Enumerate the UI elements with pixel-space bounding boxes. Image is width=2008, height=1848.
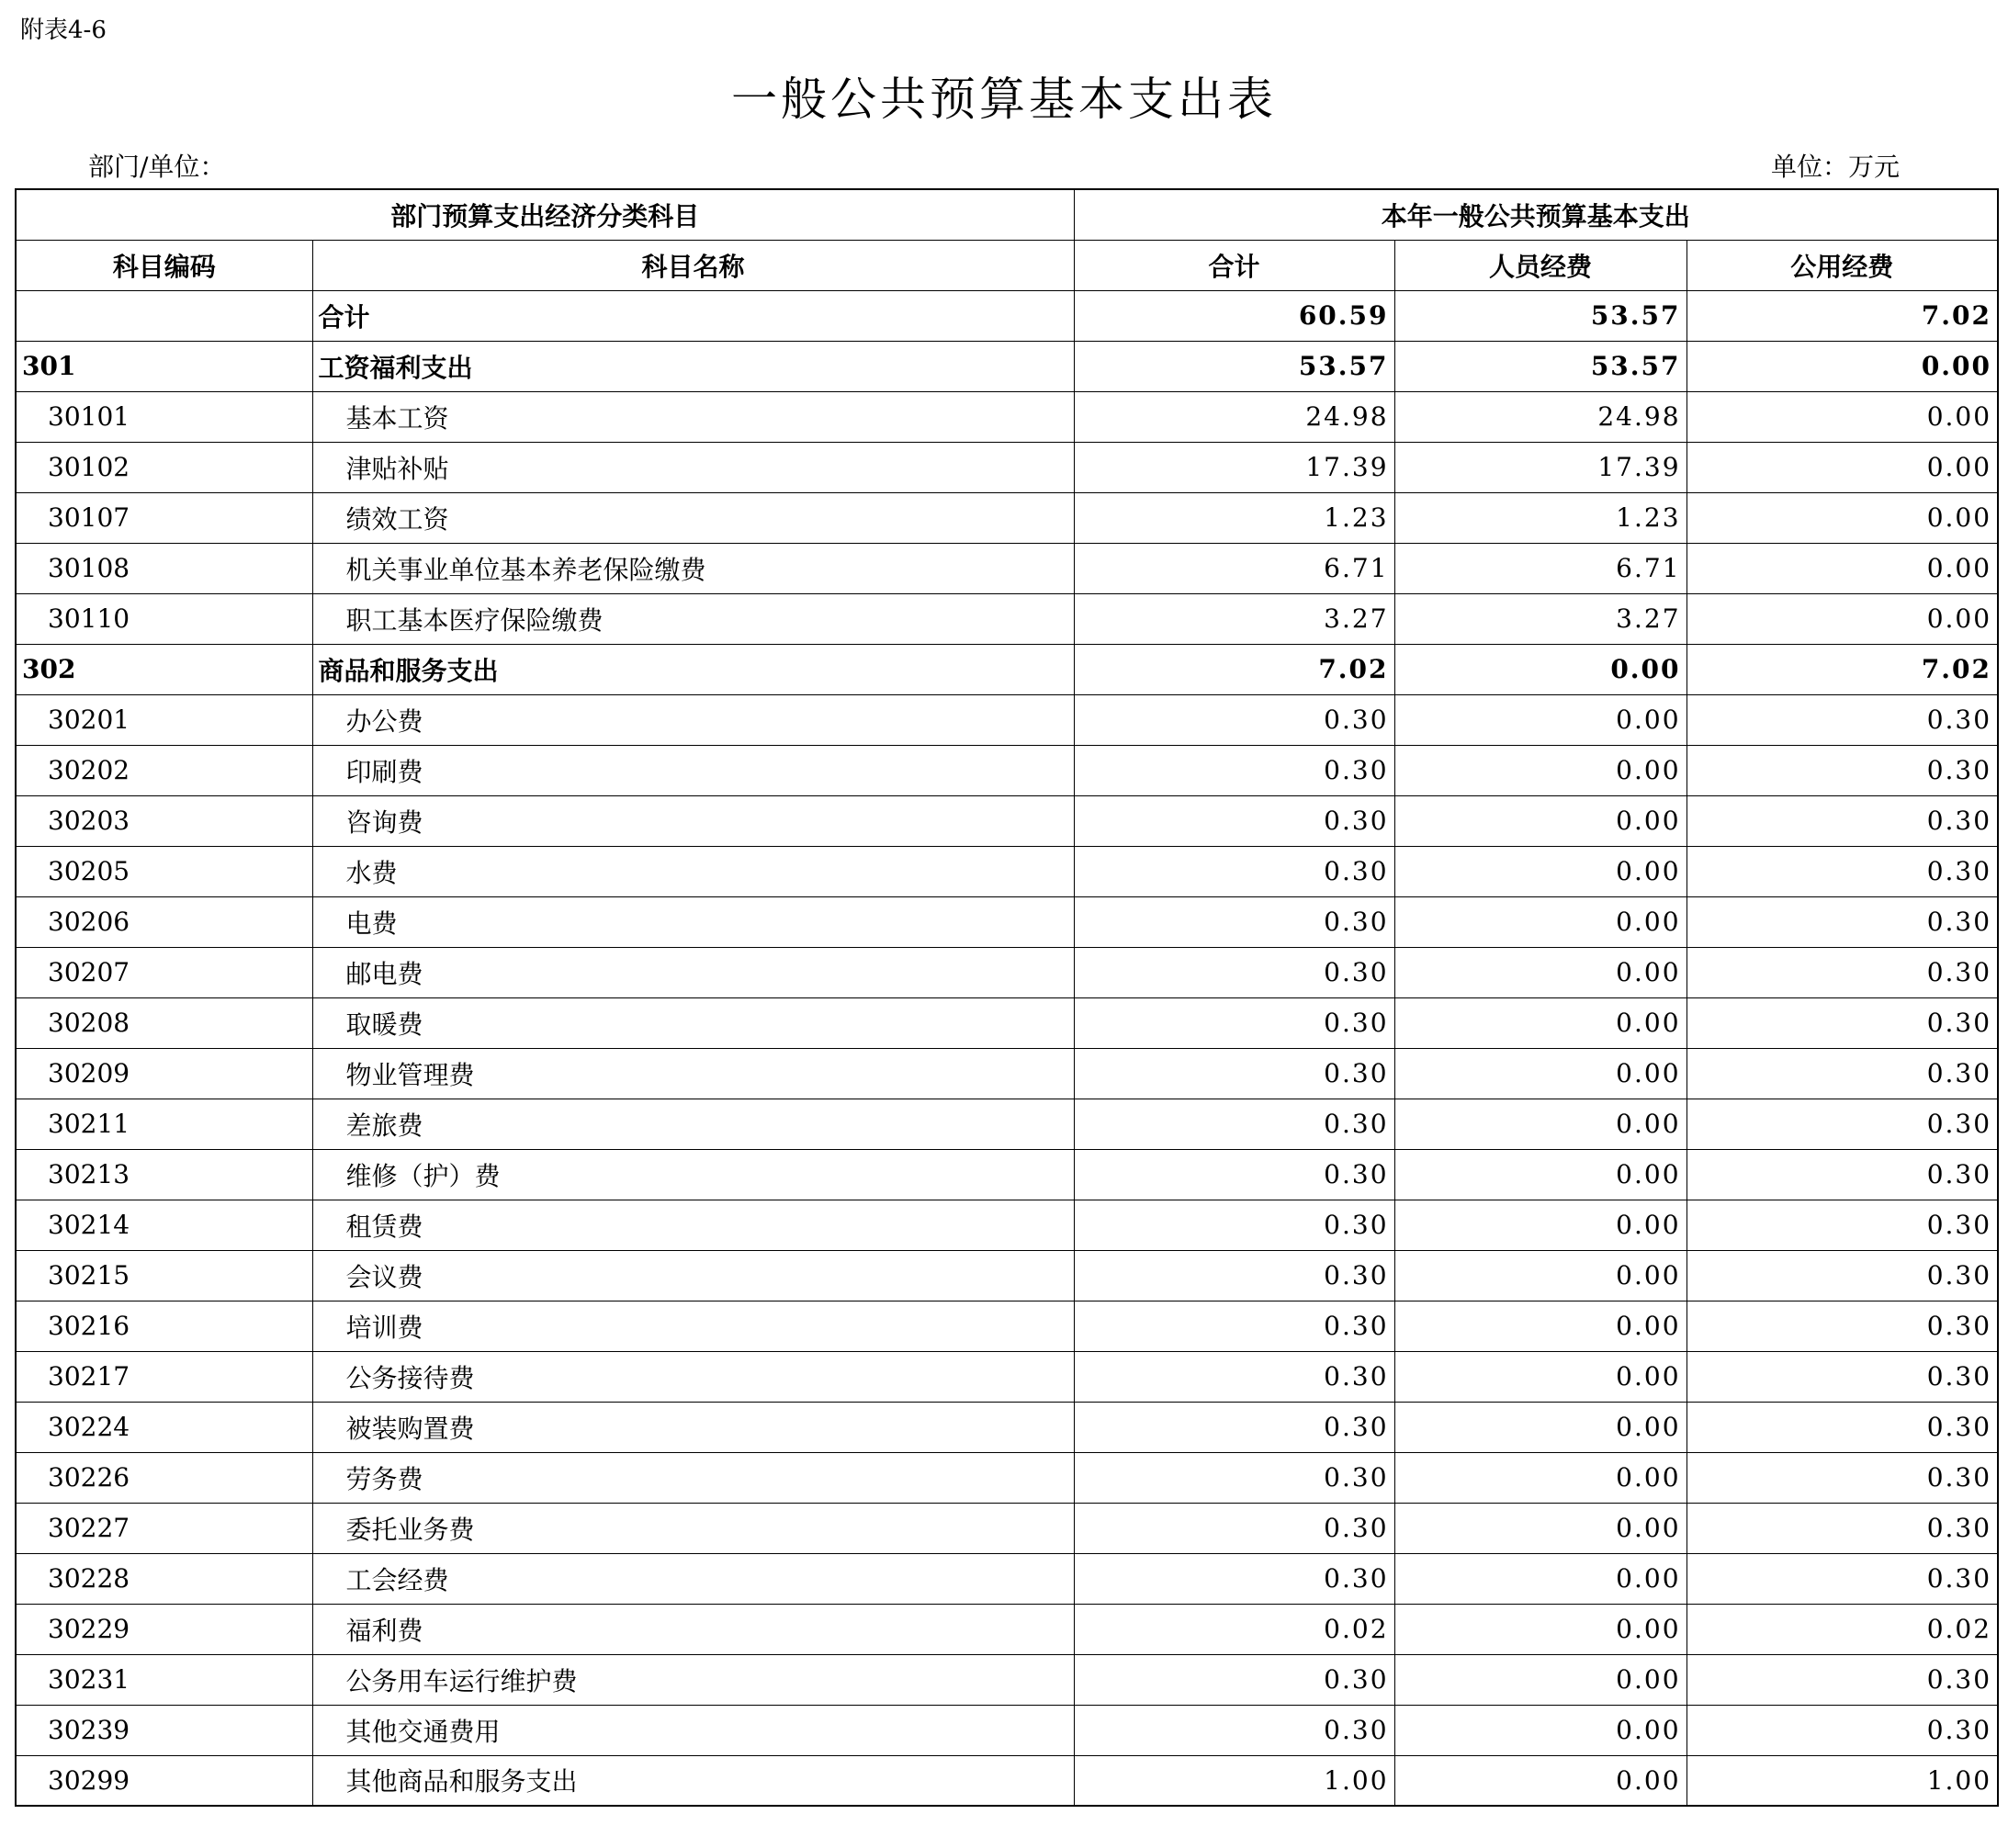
row-personnel: 0.00	[1394, 1755, 1686, 1806]
table-row	[16, 1553, 1998, 1604]
row-public: 0.00	[1686, 593, 1998, 644]
row-public: 0.30	[1686, 846, 1998, 896]
row-code: 30101	[16, 391, 312, 442]
row-public: 0.00	[1686, 391, 1998, 442]
row-code: 30108	[16, 543, 312, 593]
row-total: 0.30	[1074, 1503, 1394, 1553]
row-personnel: 0.00	[1394, 1149, 1686, 1200]
table-row	[16, 1099, 1998, 1149]
table-row	[16, 1705, 1998, 1755]
row-name: 邮电费	[312, 947, 1074, 997]
row-total: 0.30	[1074, 745, 1394, 795]
row-public: 0.30	[1686, 947, 1998, 997]
table-row	[16, 896, 1998, 947]
row-personnel: 0.00	[1394, 1503, 1686, 1553]
row-personnel: 0.00	[1394, 846, 1686, 896]
total-code	[16, 290, 312, 341]
header-group-economic-category: 部门预算支出经济分类科目	[16, 189, 1074, 240]
row-total: 0.30	[1074, 1553, 1394, 1604]
row-total: 0.30	[1074, 795, 1394, 846]
row-public: 0.30	[1686, 1250, 1998, 1301]
row-personnel: 0.00	[1394, 947, 1686, 997]
row-public: 0.30	[1686, 997, 1998, 1048]
header-column-row	[16, 240, 1998, 290]
table-row	[16, 1149, 1998, 1200]
row-code: 30224	[16, 1402, 312, 1452]
table-row	[16, 543, 1998, 593]
row-public: 0.30	[1686, 1149, 1998, 1200]
row-total: 53.57	[1074, 341, 1394, 391]
table-row	[16, 442, 1998, 492]
row-name: 基本工资	[312, 391, 1074, 442]
row-public: 0.30	[1686, 1553, 1998, 1604]
row-name: 津贴补贴	[312, 442, 1074, 492]
row-name: 委托业务费	[312, 1503, 1074, 1553]
row-name: 维修（护）费	[312, 1149, 1074, 1200]
header-group-basic-expenditure: 本年一般公共预算基本支出	[1074, 189, 1998, 240]
table-row	[16, 1452, 1998, 1503]
row-name: 福利费	[312, 1604, 1074, 1654]
row-name: 取暖费	[312, 997, 1074, 1048]
row-code: 30102	[16, 442, 312, 492]
row-personnel: 0.00	[1394, 1654, 1686, 1705]
row-personnel: 3.27	[1394, 593, 1686, 644]
row-code: 30215	[16, 1250, 312, 1301]
row-code: 30228	[16, 1553, 312, 1604]
row-personnel: 0.00	[1394, 1705, 1686, 1755]
row-name: 被装购置费	[312, 1402, 1074, 1452]
row-name: 咨询费	[312, 795, 1074, 846]
row-public: 7.02	[1686, 644, 1998, 694]
row-total: 0.30	[1074, 1705, 1394, 1755]
row-name: 工资福利支出	[312, 341, 1074, 391]
row-name: 商品和服务支出	[312, 644, 1074, 694]
row-total: 3.27	[1074, 593, 1394, 644]
row-code: 30231	[16, 1654, 312, 1705]
table-row	[16, 846, 1998, 896]
row-name: 电费	[312, 896, 1074, 947]
header-code: 科目编码	[16, 240, 312, 290]
row-total: 0.30	[1074, 1099, 1394, 1149]
total-public: 7.02	[1686, 290, 1998, 341]
row-code: 30216	[16, 1301, 312, 1351]
table-row	[16, 1755, 1998, 1806]
row-name: 租赁费	[312, 1200, 1074, 1250]
row-name: 物业管理费	[312, 1048, 1074, 1099]
table-row	[16, 593, 1998, 644]
row-code: 30202	[16, 745, 312, 795]
row-code: 30110	[16, 593, 312, 644]
row-personnel: 0.00	[1394, 1402, 1686, 1452]
row-total: 1.23	[1074, 492, 1394, 543]
row-code: 30226	[16, 1452, 312, 1503]
row-total: 0.30	[1074, 896, 1394, 947]
row-total: 24.98	[1074, 391, 1394, 442]
row-code: 302	[16, 644, 312, 694]
row-code: 30227	[16, 1503, 312, 1553]
row-name: 公务用车运行维护费	[312, 1654, 1074, 1705]
row-total: 0.30	[1074, 694, 1394, 745]
row-code: 301	[16, 341, 312, 391]
table-row	[16, 694, 1998, 745]
table-row	[16, 1654, 1998, 1705]
row-public: 0.00	[1686, 492, 1998, 543]
total-amount: 60.59	[1074, 290, 1394, 341]
row-personnel: 0.00	[1394, 745, 1686, 795]
row-name: 其他交通费用	[312, 1705, 1074, 1755]
total-personnel: 53.57	[1394, 290, 1686, 341]
row-total: 0.30	[1074, 1149, 1394, 1200]
row-code: 30217	[16, 1351, 312, 1402]
header-total: 合计	[1074, 240, 1394, 290]
row-code: 30206	[16, 896, 312, 947]
table-row	[16, 391, 1998, 442]
table-row	[16, 644, 1998, 694]
row-personnel: 6.71	[1394, 543, 1686, 593]
table-row	[16, 947, 1998, 997]
row-name: 培训费	[312, 1301, 1074, 1351]
row-personnel: 24.98	[1394, 391, 1686, 442]
table-row	[16, 1351, 1998, 1402]
row-name: 其他商品和服务支出	[312, 1755, 1074, 1806]
row-name: 办公费	[312, 694, 1074, 745]
row-code: 30299	[16, 1755, 312, 1806]
table-row	[16, 1604, 1998, 1654]
row-total: 0.30	[1074, 1351, 1394, 1402]
row-code: 30207	[16, 947, 312, 997]
row-public: 0.02	[1686, 1604, 1998, 1654]
row-personnel: 0.00	[1394, 1048, 1686, 1099]
row-code: 30107	[16, 492, 312, 543]
row-public: 0.30	[1686, 1099, 1998, 1149]
table-row	[16, 745, 1998, 795]
row-personnel: 0.00	[1394, 997, 1686, 1048]
row-personnel: 1.23	[1394, 492, 1686, 543]
table-row	[16, 1048, 1998, 1099]
header-public: 公用经费	[1686, 240, 1998, 290]
row-personnel: 0.00	[1394, 1200, 1686, 1250]
row-personnel: 0.00	[1394, 1099, 1686, 1149]
row-personnel: 0.00	[1394, 1604, 1686, 1654]
row-total: 0.30	[1074, 1048, 1394, 1099]
row-name: 劳务费	[312, 1452, 1074, 1503]
table-row	[16, 1250, 1998, 1301]
row-personnel: 0.00	[1394, 1452, 1686, 1503]
header-group-row	[16, 189, 1998, 240]
row-name: 水费	[312, 846, 1074, 896]
row-personnel: 0.00	[1394, 1301, 1686, 1351]
header-name: 科目名称	[312, 240, 1074, 290]
row-name: 公务接待费	[312, 1351, 1074, 1402]
row-code: 30201	[16, 694, 312, 745]
row-public: 0.00	[1686, 543, 1998, 593]
row-code: 30203	[16, 795, 312, 846]
row-name: 工会经费	[312, 1553, 1074, 1604]
row-name: 会议费	[312, 1250, 1074, 1301]
table-row	[16, 1503, 1998, 1553]
row-personnel: 0.00	[1394, 1351, 1686, 1402]
row-public: 0.00	[1686, 341, 1998, 391]
table-row	[16, 1200, 1998, 1250]
row-name: 职工基本医疗保险缴费	[312, 593, 1074, 644]
table-row	[16, 997, 1998, 1048]
row-total: 0.30	[1074, 1402, 1394, 1452]
row-total: 17.39	[1074, 442, 1394, 492]
row-total: 0.30	[1074, 947, 1394, 997]
row-name: 差旅费	[312, 1099, 1074, 1149]
row-total: 0.30	[1074, 1200, 1394, 1250]
department-label: 部门/单位：	[88, 152, 226, 182]
row-total: 0.30	[1074, 1654, 1394, 1705]
row-public: 0.30	[1686, 1048, 1998, 1099]
row-public: 0.30	[1686, 1503, 1998, 1553]
row-public: 0.30	[1686, 745, 1998, 795]
table-row	[16, 1402, 1998, 1452]
row-personnel: 0.00	[1394, 694, 1686, 745]
budget-table	[15, 188, 1999, 1807]
row-personnel: 53.57	[1394, 341, 1686, 391]
row-personnel: 0.00	[1394, 795, 1686, 846]
unit-label: 单位：万元	[1771, 152, 1901, 182]
row-code: 30239	[16, 1705, 312, 1755]
row-public: 0.30	[1686, 1301, 1998, 1351]
row-total: 0.30	[1074, 997, 1394, 1048]
row-public: 0.30	[1686, 1200, 1998, 1250]
row-public: 0.30	[1686, 1402, 1998, 1452]
table-body	[16, 290, 1998, 1806]
row-code: 30214	[16, 1200, 312, 1250]
row-code: 30205	[16, 846, 312, 896]
row-personnel: 17.39	[1394, 442, 1686, 492]
row-public: 0.30	[1686, 1351, 1998, 1402]
row-public: 0.30	[1686, 1705, 1998, 1755]
row-personnel: 0.00	[1394, 644, 1686, 694]
table-number: 附表4-6	[20, 17, 107, 44]
row-personnel: 0.00	[1394, 1553, 1686, 1604]
row-total: 0.02	[1074, 1604, 1394, 1654]
row-public: 0.30	[1686, 795, 1998, 846]
row-public: 1.00	[1686, 1755, 1998, 1806]
row-code: 30209	[16, 1048, 312, 1099]
table-row	[16, 492, 1998, 543]
row-total: 0.30	[1074, 1301, 1394, 1351]
table-row	[16, 341, 1998, 391]
row-name: 绩效工资	[312, 492, 1074, 543]
header-personnel: 人员经费	[1394, 240, 1686, 290]
row-code: 30208	[16, 997, 312, 1048]
row-name: 印刷费	[312, 745, 1074, 795]
row-personnel: 0.00	[1394, 896, 1686, 947]
row-public: 0.30	[1686, 896, 1998, 947]
row-name: 机关事业单位基本养老保险缴费	[312, 543, 1074, 593]
row-total: 0.30	[1074, 1452, 1394, 1503]
table-row	[16, 1301, 1998, 1351]
row-public: 0.30	[1686, 1654, 1998, 1705]
row-public: 0.30	[1686, 694, 1998, 745]
row-personnel: 0.00	[1394, 1250, 1686, 1301]
row-code: 30211	[16, 1099, 312, 1149]
row-total: 0.30	[1074, 846, 1394, 896]
row-total: 0.30	[1074, 1250, 1394, 1301]
row-total: 1.00	[1074, 1755, 1394, 1806]
table-row	[16, 795, 1998, 846]
page-title: 一般公共预算基本支出表	[731, 73, 1277, 126]
total-row	[16, 290, 1998, 341]
row-public: 0.00	[1686, 442, 1998, 492]
total-name: 合计	[312, 290, 1074, 341]
row-code: 30229	[16, 1604, 312, 1654]
row-public: 0.30	[1686, 1452, 1998, 1503]
row-total: 7.02	[1074, 644, 1394, 694]
row-code: 30213	[16, 1149, 312, 1200]
row-total: 6.71	[1074, 543, 1394, 593]
